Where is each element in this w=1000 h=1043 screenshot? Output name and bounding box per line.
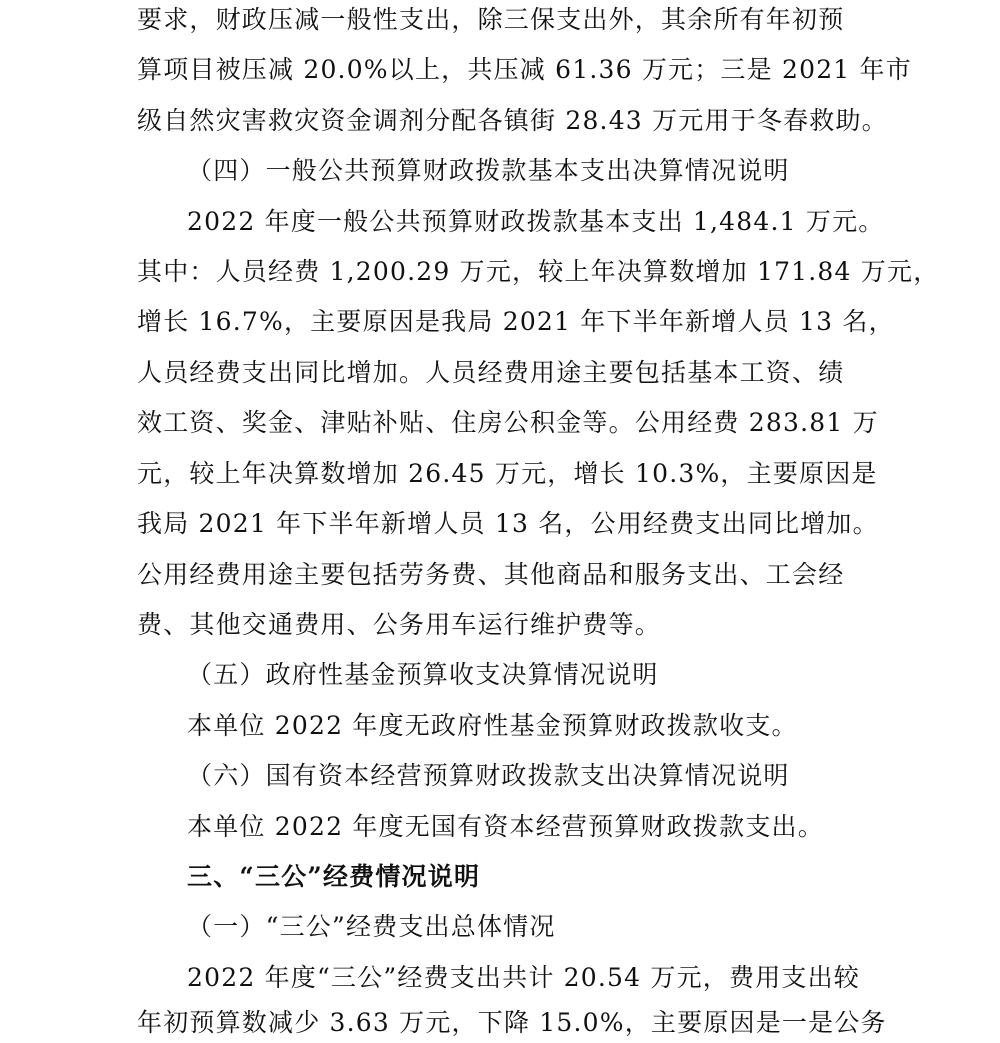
- section-heading: （四）一般公共预算财政拨款基本支出决算情况说明: [187, 156, 790, 185]
- body-text-line: 元，较上年决算数增加 26.45 万元，增长 10.3%，主要原因是: [137, 459, 878, 488]
- body-text-line: 级自然灾害救灾资金调剂分配各镇街 28.43 万元用于冬春救助。: [137, 106, 888, 135]
- body-text-line: 本单位 2022 年度无国有资本经营预算财政拨款支出。: [187, 812, 824, 841]
- chapter-heading: 三、“三公”经费情况说明: [187, 862, 481, 891]
- body-text-line: 费、其他交通费用、公务用车运行维护费等。: [137, 610, 662, 639]
- body-text-line: 公用经费用途主要包括劳务费、其他商品和服务支出、工会经: [137, 560, 845, 589]
- body-text-line: 算项目被压减 20.0%以上，共压减 61.36 万元；三是 2021 年市: [137, 55, 912, 84]
- body-text-line: 增长 16.7%，主要原因是我局 2021 年下半年新增人员 13 名，: [137, 307, 895, 336]
- section-heading: （五）政府性基金预算收支决算情况说明: [187, 660, 659, 689]
- body-text-line: 2022 年度“三公”经费支出共计 20.54 万元，费用支出较: [187, 963, 860, 992]
- body-text-line: 本单位 2022 年度无政府性基金预算财政拨款收支。: [187, 711, 798, 740]
- body-text-line: 人员经费支出同比增加。人员经费用途主要包括基本工资、绩: [137, 358, 845, 387]
- section-heading: （一）“三公”经费支出总体情况: [187, 912, 556, 941]
- section-heading: （六）国有资本经营预算财政拨款支出决算情况说明: [187, 761, 790, 790]
- body-text-line: 要求，财政压减一般性支出，除三保支出外，其余所有年初预: [137, 5, 845, 34]
- body-text-line: 年初预算数减少 3.63 万元，下降 15.0%，主要原因是一是公务: [137, 1008, 887, 1037]
- body-text-line: 效工资、奖金、津贴补贴、住房公积金等。公用经费 283.81 万: [137, 408, 879, 437]
- body-text-line: 其中：人员经费 1,200.29 万元，较上年决算数增加 171.84 万元，: [137, 257, 940, 286]
- body-text-line: 2022 年度一般公共预算财政拨款基本支出 1,484.1 万元。: [187, 207, 885, 236]
- body-text-line: 我局 2021 年下半年新增人员 13 名，公用经费支出同比增加。: [137, 509, 879, 538]
